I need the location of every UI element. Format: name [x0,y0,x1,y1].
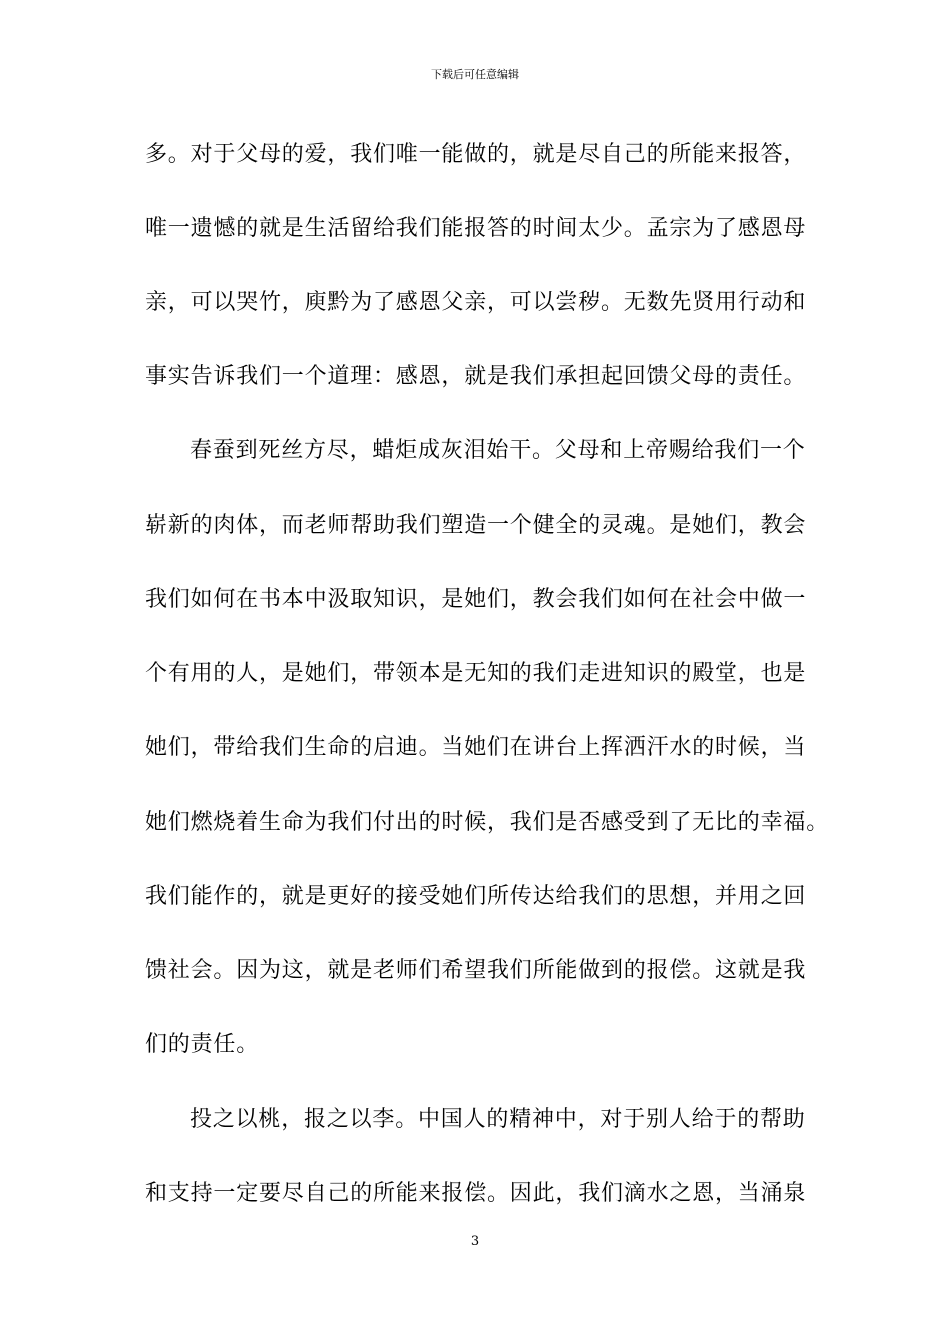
paragraph-line: 事实告诉我们一个道理：感恩，就是我们承担起回馈父母的责任。 [145,364,807,389]
paragraph-line: 馈社会。因为这，就是老师们希望我们所能做到的报偿。这就是我 [145,958,807,983]
page-number: 3 [470,1234,480,1249]
paragraph-line: 我们如何在书本中汲取知识，是她们，教会我们如何在社会中做一 [145,587,807,612]
paragraph-line: 我们能作的，就是更好的接受她们所传达给我们的思想，并用之回 [145,884,807,909]
paragraph-line: 多。对于父母的爱，我们唯一能做的，就是尽自己的所能来报答， [145,142,807,167]
paragraph-line: 崭新的肉体，而老师帮助我们塑造一个健全的灵魂。是她们，教会 [145,513,807,538]
page-header: 下载后可任意编辑 [431,68,519,81]
paragraph-line-first: 春蚕到死丝方尽，蜡炬成灰泪始干。父母和上帝赐给我们一个 [190,438,806,463]
paragraph-line: 亲，可以哭竹，庾黔为了感恩父亲，可以尝秽。无数先贤用行动和 [145,290,807,315]
paragraph-line: 和支持一定要尽自己的所能来报偿。因此，我们滴水之恩，当涌泉 [145,1181,807,1206]
paragraph-line: 个有用的人，是她们，带领本是无知的我们走进知识的殿堂，也是 [145,661,807,686]
paragraph-line: 们的责任。 [145,1032,260,1057]
paragraph-line: 她们，带给我们生命的启迪。当她们在讲台上挥洒汗水的时候，当 [145,735,807,760]
paragraph-line: 唯一遗憾的就是生活留给我们能报答的时间太少。孟宗为了感恩母 [145,216,807,241]
paragraph-line: 她们燃烧着生命为我们付出的时候，我们是否感受到了无比的幸福。 [145,810,830,835]
paragraph-line-first: 投之以桃，报之以李。中国人的精神中，对于别人给于的帮助 [190,1107,806,1132]
